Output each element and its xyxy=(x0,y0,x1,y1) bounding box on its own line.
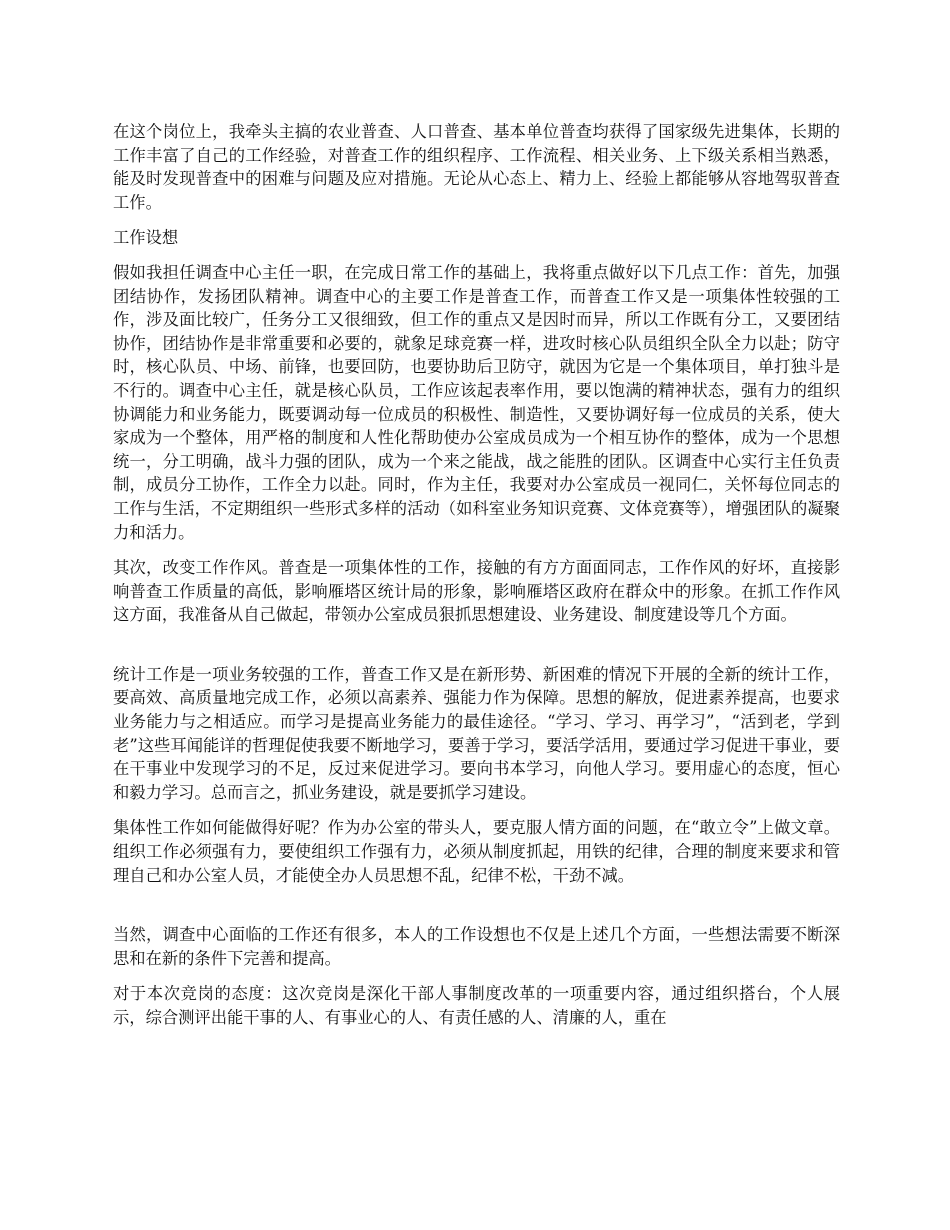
document-body xyxy=(113,120,840,1042)
blank-line xyxy=(113,639,840,663)
blank-line xyxy=(113,899,840,923)
paragraph-summary: 当然，调查中心面临的工作还有很多，本人的工作设想也不仅是上述几个方面，一些想法需要不断深思和在新的条件下完善和提高。 xyxy=(113,925,840,968)
paragraph-teamwork: 假如我担任调查中心主任一职，在完成日常工作的基础上，我将重点做好以下几点工作：首先，加强团结协作，发扬团队精神。调查中心的主要工作是普查工作，而普查工作又是一项集体性较强的工作，涉及面比较广，任务分工又很细致，但工作的重点又是因时而异，所以工作既有分工，又要团结协作，团结协作是非常重要和必要的，就象足球竞赛一样，进攻时核心队员组织全队全力以赴；防守时，核心队员、中场、前锋，也要回防，也要协助后卫防守，就因为它是一个集体项目，单打独斗是不行的。调查中心主任，就是核心队员，工作应该起表率作用，要以饱满的精神状态，强有力的组织协调能力和业务能力，既要调动每一位成员的积极性、制造性，又要协调好每一位成员的关系，使大家成为一个整体，用严格的制度和人性化帮助使办公室成员成为一个相互协作的整体，成为一个思想统一，分工明确，战斗力强的团队，成为一个来之能战，战之能胜的团队。区调查中心实行主任负责制，成员分工协作，工作全力以赴。同时，作为主任，我要对办公室成员一视同仁，关怀每位同志的工作与生活，不定期组织一些形式多样的活动（如科室业务知识竞赛、文体竞赛等），增强团队的凝聚力和活力。 xyxy=(113,262,840,542)
paragraph-experience: 在这个岗位上，我牵头主搞的农业普查、人口普查、基本单位普查均获得了国家级先进集体，长期的工作丰富了自己的工作经验，对普查工作的组织程序、工作流程、相关业务、上下级关系相当熟悉，能及时发现普查中的困难与问题及应对措施。无论从心态上、精力上、经验上都能够从容地驾驭普查工作。 xyxy=(113,122,840,212)
paragraph-attitude: 对于本次竞岗的态度：这次竞岗是深化干部人事制度改革的一项重要内容，通过组织搭台，个人展示，综合测评出能干事的人、有事业心的人、有责任感的人、清廉的人，重在 xyxy=(113,984,840,1027)
paragraph-study: 统计工作是一项业务较强的工作，普查工作又是在新形势、新困难的情况下开展的全新的统计工作，要高效、高质量地完成工作，必须以高素养、强能力作为保障。思想的解放，促进素养提高，也要求业务能力与之相适应。而学习是提高业务能力的最佳途径。“学习、学习、再学习”，“活到老，学到老”这些耳闻能详的哲理促使我要不断地学习，要善于学习，要活学活用，要通过学习促进干事业，要在干事业中发现学习的不足，反过来促进学习。要向书本学习，向他人学习。要用虚心的态度，恒心和毅力学习。总而言之，抓业务建设，就是要抓学习建设。 xyxy=(113,664,840,802)
paragraph-discipline: 集体性工作如何能做得好呢？作为办公室的带头人，要克服人情方面的问题，在“敢立令”上做文章。组织工作必须强有力，要使组织工作强有力，必须从制度抓起，用铁的纪律，合理的制度来要求和管理自己和办公室人员，才能使全办人员思想不乱，纪律不松，干劲不减。 xyxy=(113,818,840,885)
paragraph-work-style: 其次，改变工作作风。普查是一项集体性的工作，接触的有方方面面同志，工作作风的好坏，直接影响普查工作质量的高低，影响雁塔区统计局的形象，影响雁塔区政府在群众中的形象。在抓工作作风这方面，我准备从自己做起，带领办公室成员狠抓思想建设、业务建设、制度建设等几个方面。 xyxy=(113,558,840,625)
section-heading-work-plan: 工作设想 xyxy=(113,228,179,248)
